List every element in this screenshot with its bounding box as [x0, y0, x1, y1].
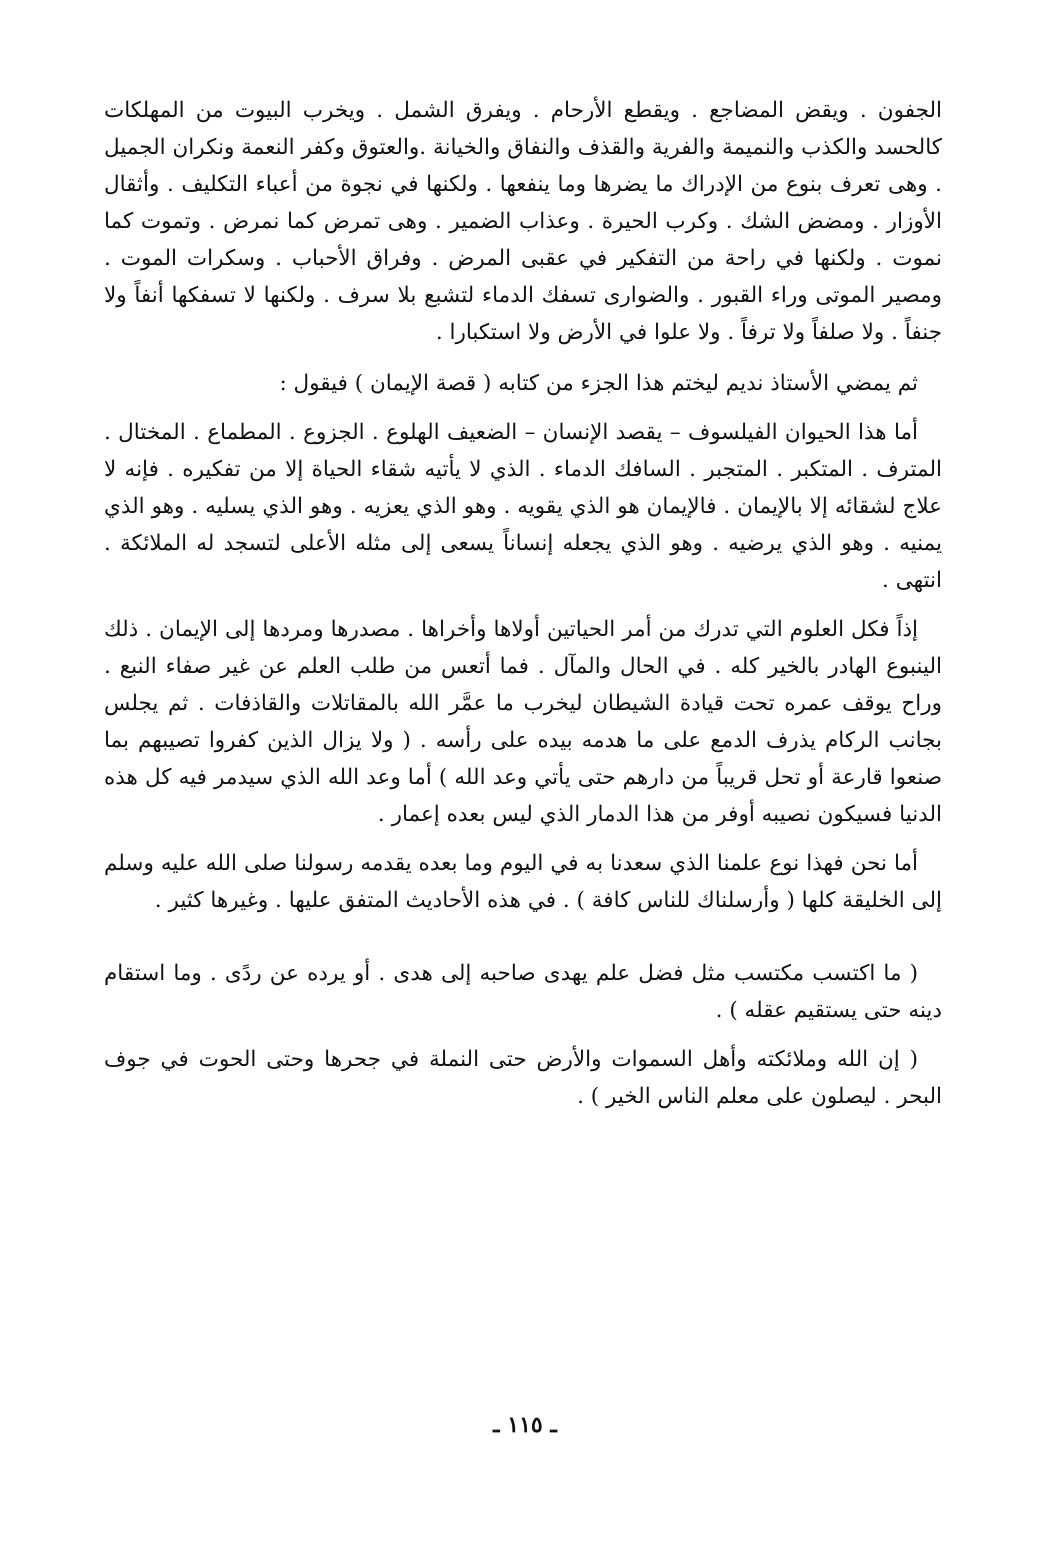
paragraph-gap: [104, 351, 942, 365]
paragraph-sciences-faith: إذاً فكل العلوم التي تدرك من أمر الحياتين أولاها وأخراها . مصدرها ومردها إلى الإيمان . ذلك الينبوع الهادر بالخير كله . في الحال والمآل . فما أتعس من طلب العلم عن غير صفاء النبع . وراح يوقف عمره تحت قيادة الشيطان ليخرب ما عمَّر الله بالمقاتلات والقاذفات . ثم يجلس بجانب الركام يذرف الدمع على ما هدمه بيده على رأسه . ( ولا يزال الذين كفروا تصيبهم بما صنعوا قارعة أو تحل قريباً من دارهم حتى يأتي وعد الله ) أما وعد الله الذي سيدمر فيه كل هذه الدنيا فسيكون نصيبه أوفر من هذا الدمار الذي ليس بعده إعمار .: [104, 617, 942, 827]
paragraph-philosopher-animal: أما هذا الحيوان الفيلسوف – يقصد الإنسان – الضعيف الهلوع . الجزوع . المطماع . المختال . المترف . المتكبر . المتجبر . السافك الدماء . الذي لا يأتيه شقاء الحياة إلا من تفكيره . فإنه لا علاج لشقائه إلا بالإيمان . فالإيمان هو الذي يقويه . وهو الذي يعزيه . وهو الذي يسليه . وهو الذي يمنيه . وهو الذي يرضيه . وهو الذي يجعله إنساناً يسعى إلى مثله الأعلى لتسجد له الملائكة . انتهى .: [104, 420, 942, 593]
paragraph-gap: [104, 402, 942, 414]
hadith-quote-2: ( إن الله وملائكته وأهل السموات والأرض حتى النملة في جحرها وحتى الحوت في جوف البحر . ليصلون على معلم الناس الخير ) .: [104, 1047, 942, 1109]
paragraph-gap: [104, 919, 942, 955]
hadith-quote-1: ( ما اكتسب مكتسب مثل فضل علم يهدى صاحبه إلى هدى . أو يرده عن ردًى . وما استقام دينه حتى يستقيم عقله ) .: [104, 961, 942, 1023]
page-body: [104, 92, 942, 1115]
paragraph-gap: [104, 1029, 942, 1041]
paragraph-gap: [104, 599, 942, 611]
paragraph-nadim-intro: ثم يمضي الأستاذ نديم ليختم هذا الجزء من كتابه ( قصة الإيمان ) فيقول :: [279, 371, 918, 396]
paragraph-animals-continued: الجفون . ويقض المضاجع . ويقطع الأرحام . ويفرق الشمل . ويخرب البيوت من المهلكات كالحسد والكذب والنميمة والفرية والقذف والنفاق والخيانة .والعتوق وكفر النعمة ونكران الجميل . وهى تعرف بنوع من الإدراك ما يضرها وما ينفعها . ولكنها في نجوة من أعباء التكليف . وأثقال الأوزار . ومضض الشك . وكرب الحيرة . وعذاب الضمير . وهى تمرض كما نمرض . وتموت كما نموت . ولكنها في راحة من التفكير في عقبى المرض . وفراق الأحباب . وسكرات الموت . ومصير الموتى وراء القبور . والضوارى تسفك الدماء لتشبع بلا سرف . ولكنها لا تسفكها أنفاً ولا جنفاً . ولا صلفاً ولا ترفاً . ولا علوا في الأرض ولا استكبارا .: [104, 98, 942, 345]
paragraph-gap: [104, 833, 942, 845]
paragraph-our-knowledge: أما نحن فهذا نوع علمنا الذي سعدنا به في اليوم وما بعده يقدمه رسولنا صلى الله عليه وسلم إلى الخليقة كلها ( وأرسلناك للناس كافة ) . في هذه الأحاديث المتفق عليها . وغيرها كثير .: [104, 851, 942, 913]
page-number: ـ ١١٥ ـ: [493, 1412, 557, 1438]
